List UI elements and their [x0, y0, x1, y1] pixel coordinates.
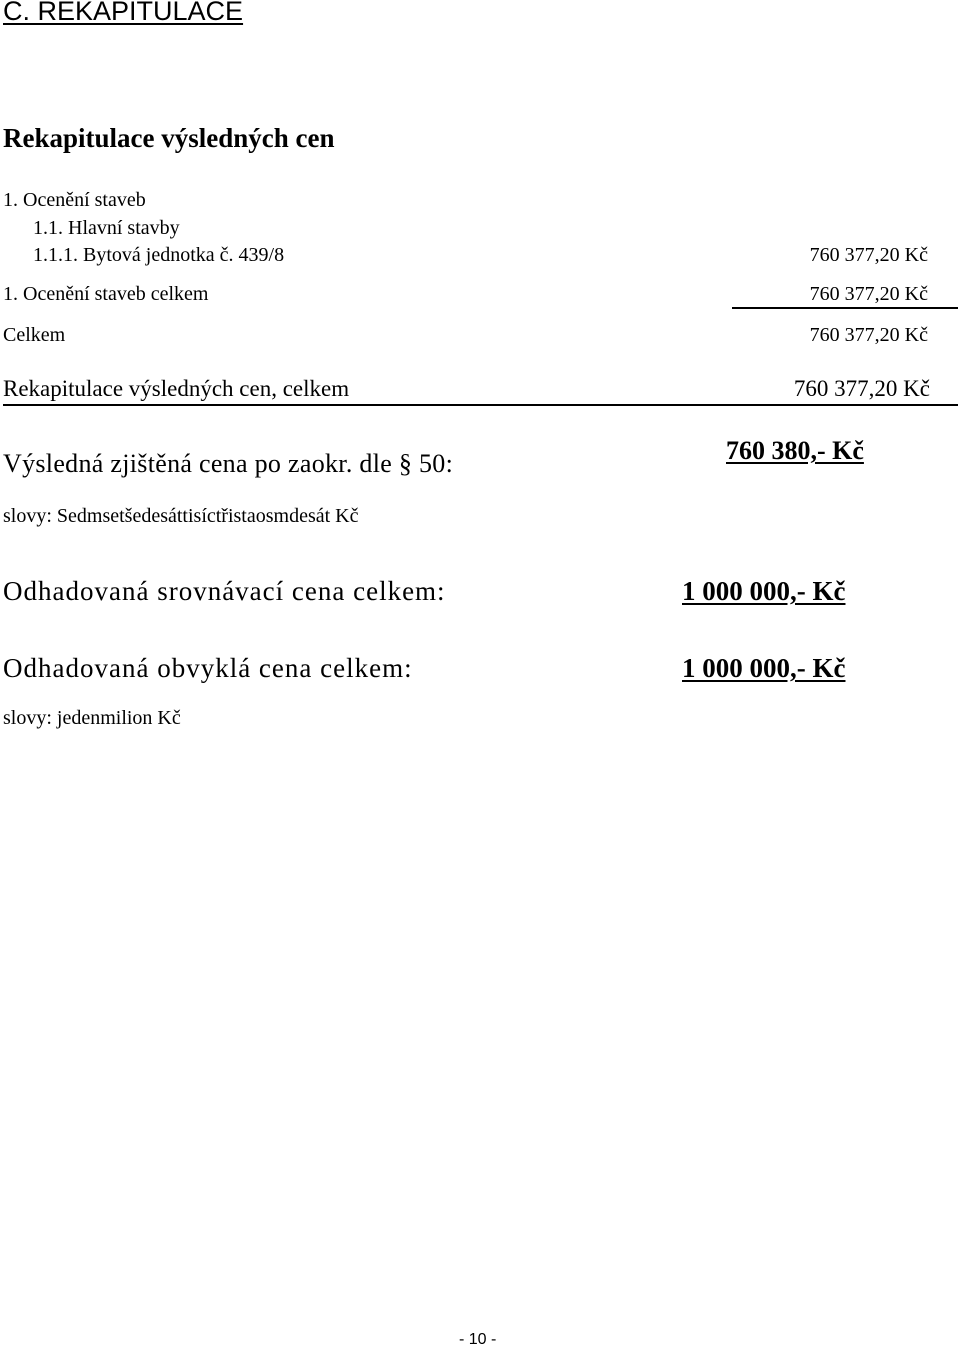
page-heading: Rekapitulace výsledných cen	[3, 123, 335, 153]
rounded-price-value: 760 380,- Kč	[726, 436, 864, 465]
usual-price-in-words: slovy: jedenmilion Kč	[3, 707, 181, 729]
section-title: C. REKAPITULACE	[3, 0, 244, 26]
page-number: - 10 -	[459, 1331, 497, 1348]
item-level-1: 1. Ocenění staveb	[3, 189, 146, 211]
recap-total-label: Rekapitulace výsledných cen, celkem	[3, 376, 350, 401]
price-in-words: slovy: Sedmsetšedesáttisíctřistaosmdesát Kč	[3, 505, 359, 527]
recap-total-value: 760 377,20 Kč	[793, 376, 930, 401]
total-value: 760 377,20 Kč	[809, 324, 928, 346]
recap-total-rule	[3, 404, 958, 406]
subtotal-value: 760 377,20 Kč	[809, 283, 928, 305]
item-level-2: 1.1. Hlavní stavby	[33, 217, 180, 239]
usual-price-value: 1 000 000,- Kč	[682, 653, 846, 683]
comparative-price-value: 1 000 000,- Kč	[682, 576, 846, 606]
usual-price-label: Odhadovaná obvyklá cena celkem:	[3, 653, 413, 683]
subtotal-label: 1. Ocenění staveb celkem	[3, 283, 209, 305]
subtotal-rule	[732, 307, 958, 309]
comparative-price-label: Odhadovaná srovnávací cena celkem:	[3, 576, 446, 606]
item-level-3-value: 760 377,20 Kč	[809, 244, 928, 266]
rounded-price-label: Výsledná zjištěná cena po zaokr. dle § 50:	[3, 449, 454, 478]
item-level-3-label: 1.1.1. Bytová jednotka č. 439/8	[33, 244, 285, 266]
total-label: Celkem	[3, 324, 66, 346]
